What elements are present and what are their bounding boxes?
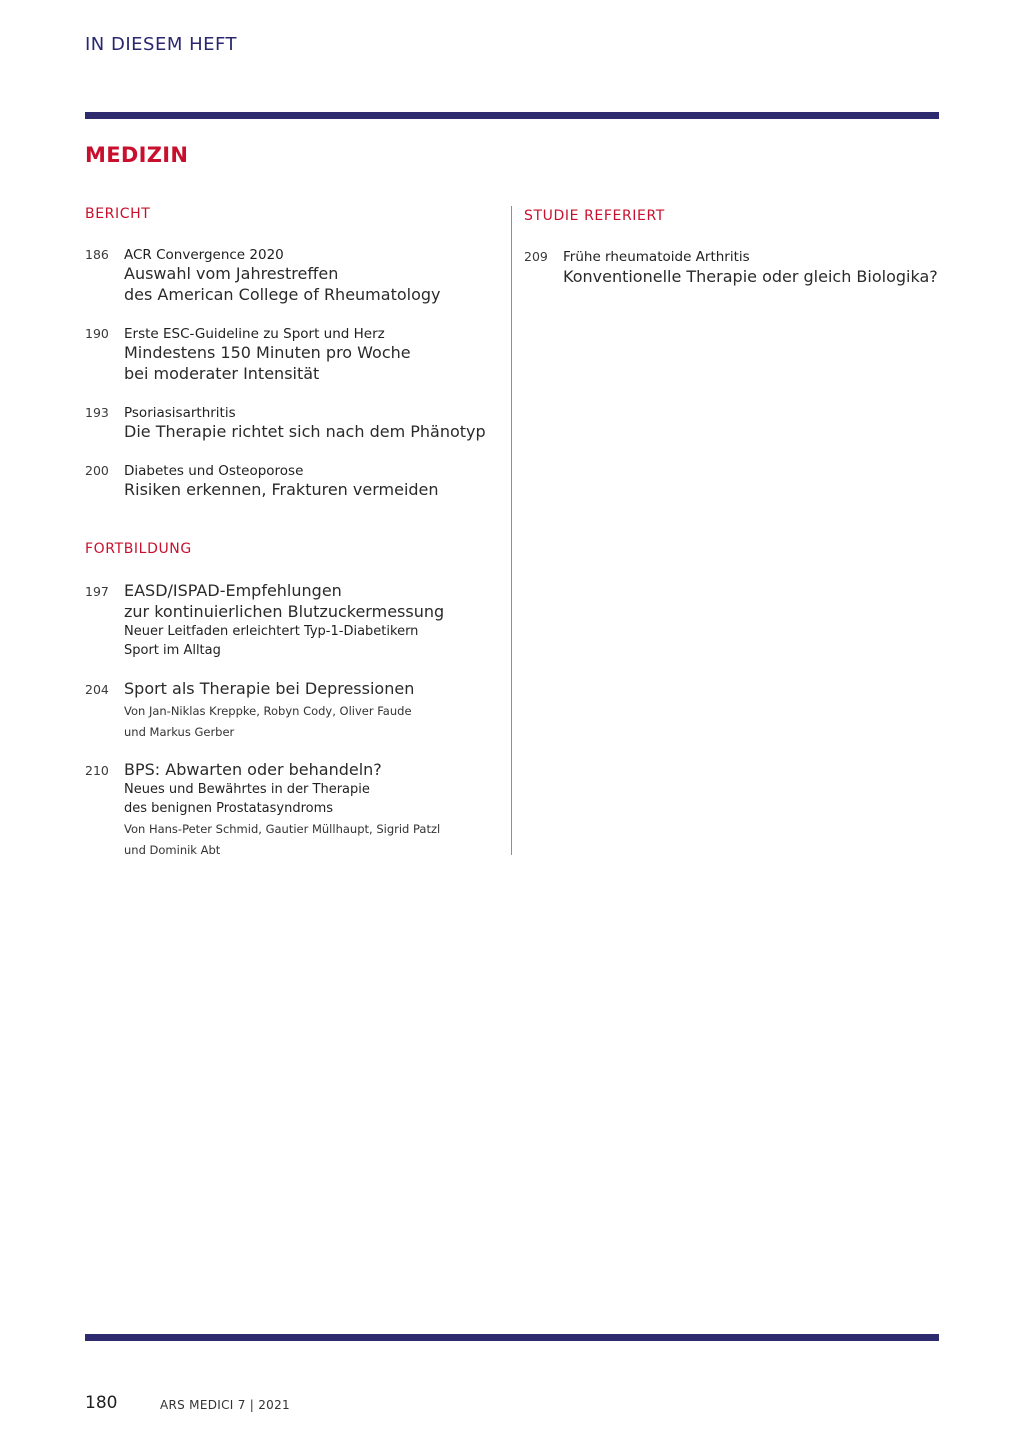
entry-headline: Die Therapie richtet sich nach dem Phänotyp — [124, 422, 486, 441]
entry-kicker: ACR Convergence 2020 — [124, 247, 284, 263]
entry-headline-line2: bei moderater Intensität — [124, 364, 320, 383]
entry-author-line2: und Dominik Abt — [124, 843, 221, 857]
entry-headline: Sport als Therapie bei Depressionen — [124, 679, 415, 698]
category-studie-referiert: STUDIE REFERIERT — [524, 208, 665, 224]
page-ref: 204 — [85, 682, 109, 697]
entry-kicker: Psoriasisarthritis — [124, 405, 236, 421]
entry-kicker: Erste ESC-Guideline zu Sport und Herz — [124, 326, 385, 342]
entry-author: Von Jan-Niklas Kreppke, Robyn Cody, Oliver Faude — [124, 704, 412, 718]
entry-headline: Auswahl vom Jahrestreffen — [124, 264, 339, 283]
entry-author: Von Hans-Peter Schmid, Gautier Müllhaupt, Sigrid Patzl — [124, 822, 441, 836]
entry-headline: EASD/ISPAD-Empfehlungen — [124, 581, 342, 600]
section-title: MEDIZIN — [85, 143, 189, 167]
entry-subtitle: Neuer Leitfaden erleichtert Typ-1-Diabetikern — [124, 624, 419, 639]
entry-headline-line2: zur kontinuierlichen Blutzuckermessung — [124, 602, 445, 621]
entry-kicker: Diabetes und Osteoporose — [124, 463, 304, 479]
entry-headline: Mindestens 150 Minuten pro Woche — [124, 343, 411, 362]
footer-page-number: 180 — [85, 1393, 118, 1413]
column-divider — [511, 206, 512, 855]
page-header-title: IN DIESEM HEFT — [85, 34, 238, 55]
entry-kicker: Frühe rheumatoide Arthritis — [563, 249, 750, 265]
category-fortbildung: FORTBILDUNG — [85, 541, 192, 557]
entry-subtitle: Neues und Bewährtes in der Therapie — [124, 782, 370, 797]
page-ref: 193 — [85, 405, 109, 420]
entry-author-line2: und Markus Gerber — [124, 725, 235, 739]
page-ref: 186 — [85, 247, 109, 262]
page-ref: 197 — [85, 584, 109, 599]
entry-subtitle-line2: Sport im Alltag — [124, 643, 221, 658]
page-ref: 209 — [524, 249, 548, 264]
entry-headline: Risiken erkennen, Frakturen vermeiden — [124, 480, 439, 499]
category-bericht: BERICHT — [85, 206, 151, 222]
page-ref: 200 — [85, 463, 109, 478]
entry-subtitle-line2: des benignen Prostatasyndroms — [124, 801, 334, 816]
footer-publication: ARS MEDICI 7 | 2021 — [160, 1398, 290, 1412]
entry-headline: Konventionelle Therapie oder gleich Biologika? — [563, 267, 938, 286]
page-ref: 190 — [85, 326, 109, 341]
entry-headline-line2: des American College of Rheumatology — [124, 285, 441, 304]
page-ref: 210 — [85, 763, 109, 778]
entry-headline: BPS: Abwarten oder behandeln? — [124, 760, 382, 779]
bottom-rule — [85, 1334, 939, 1341]
top-rule — [85, 112, 939, 119]
